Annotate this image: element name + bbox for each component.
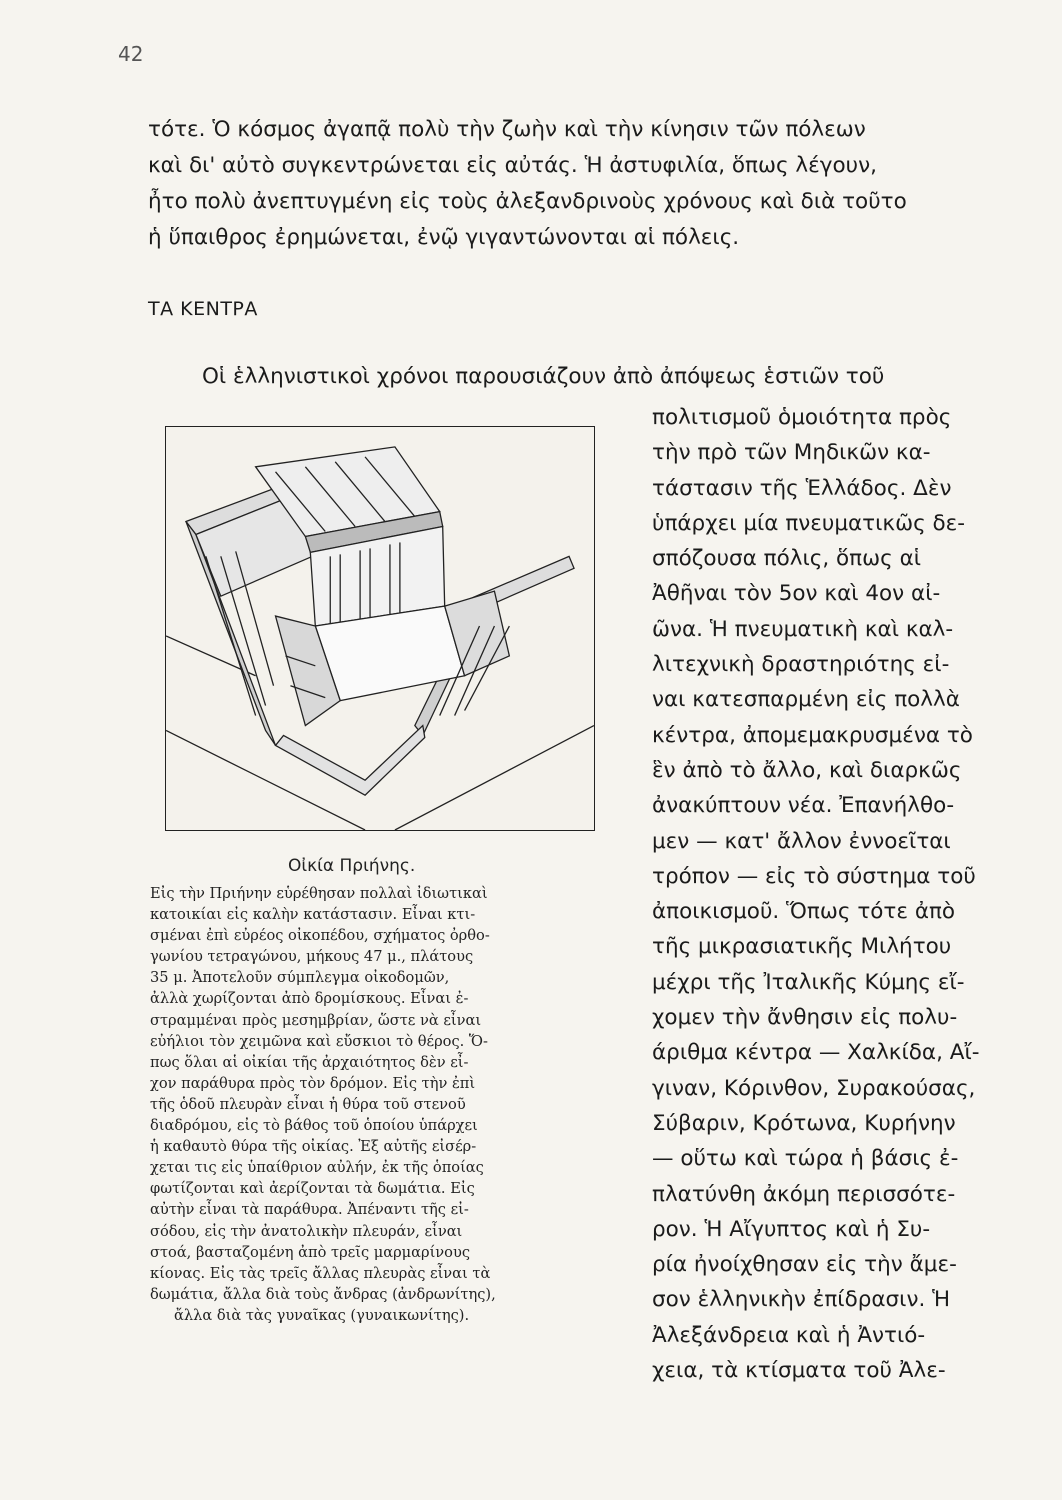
caption-line: Εἰς τὴν Πριήνην εὑρέθησαν πολλαὶ ἰδιωτικαὶ [150,885,488,902]
priene-house-drawing [166,427,594,830]
body-line: τὴν πρὸ τῶν Μηδικῶν κα- [652,440,931,466]
body-line: ὑπάρχει μία πνευματικῶς δε- [652,510,966,536]
caption-line: τῆς ὁδοῦ πλευρὰν εἶναι ἡ θύρα τοῦ στενοῦ [150,1095,466,1113]
right-column-text [652,400,1024,1388]
caption-line: στοά, βασταζομένη ἀπὸ τρεῖς μαρμαρίνους [150,1243,471,1261]
body-line: τάστασιν τῆς Ἑλλάδος. Δὲν [652,475,952,501]
caption-line: ἀλλὰ χωρίζονται ἀπὸ δρομίσκους. Εἶναι ἐ- [150,990,469,1008]
body-line: τρόπον — εἰς τὸ σύστημα τοῦ [652,863,976,889]
page-number: 42 [118,42,144,66]
caption-line: αὐτὴν εἶναι τὰ παράθυρα. Ἀπέναντι τῆς εἰ- [150,1201,469,1219]
caption-line: ἄλλα διὰ τὰς γυναῖκας (γυναικωνίτης). [174,1306,470,1324]
body-line: — οὕτω καὶ τώρα ἡ βάσις ἐ- [652,1146,959,1172]
intro-line: ἡ ὕπαιθρος ἐρημώνεται, ἐνῷ γιγαντώνονται αἱ πόλεις. [148,225,740,250]
caption-line: χεται τις εἰς ὑπαίθριον αὐλήν, ἐκ τῆς ὁποίας [150,1159,484,1177]
body-line: άριθμα κέντρα — Χαλκίδα, Αἴ- [652,1040,980,1066]
figure-caption-body [150,883,620,1326]
caption-line: ἡ καθαυτὸ θύρα τῆς οἰκίας. Ἐξ αὐτῆς εἰσέρ- [150,1138,477,1156]
caption-line: κατοικίαι εἰς καλὴν κατάστασιν. Εἶναι κτι- [150,906,476,924]
caption-line: φωτίζονται καὶ ἀερίζονται τὰ δωμάτια. Εἰς [150,1180,475,1198]
body-line: Σύβαριν, Κρότωνα, Κυρήνην [652,1110,956,1136]
body-line: πολιτισμοῦ ὁμοιότητα πρὸς [652,405,952,430]
body-line: ἀποικισμοῦ. Ὅπως τότε ἀπὸ [652,899,956,925]
body-line: ναι κατεσπαρμένη εἰς πολλὰ [652,687,960,713]
figure-caption-title: Οἰκία Πριήνης. [288,856,416,876]
body-line: ῶνα. Ἡ πνευματικὴ καὶ καλ- [652,616,954,642]
body-line: χομεν τὴν ἄνθησιν εἰς πολυ- [652,1005,958,1031]
caption-line: δωμάτια, ἄλλα διὰ τοὺς ἄνδρας (ἀνδρωνίτης), [150,1285,496,1303]
section-heading: ΤΑ ΚΕΝΤΡΑ [148,298,258,320]
caption-line: πως ὅλαι αἱ οἰκίαι τῆς ἀρχαιότητος δὲν εἶ- [150,1053,469,1071]
body-line: λιτεχνικὴ δραστηριότης εἰ- [652,652,950,678]
body-line: ρον. Ἡ Αἴγυπτος καὶ ἡ Συ- [652,1216,931,1242]
body-line: τῆς μικρασιατικῆς Μιλήτου [652,934,952,960]
house-illustration [165,426,595,831]
body-line: κέντρα, ἀπομεμακρυσμένα τὸ [652,722,973,748]
body-line: πλατύνθη ἀκόμη περισσότε- [652,1181,956,1207]
body-line: ἓν ἀπὸ τὸ ἄλλο, καὶ διαρκῶς [652,757,962,783]
caption-line: εὐήλιοι τὸν χειμῶνα καὶ εὔσκιοι τὸ θέρος. Ὅ- [150,1032,488,1050]
intro-line: τότε. Ὁ κόσμος ἀγαπᾷ πολὺ τὴν ζωὴν καὶ τὴν κίνησιν τῶν πόλεων [148,117,866,142]
caption-line: σμέναι ἐπὶ εὐρέος οἰκοπέδου, σχήματος ὀρθο- [150,927,490,945]
caption-line: χον παράθυρα πρὸς τὸν δρόμον. Εἰς τὴν ἐπὶ [150,1074,476,1092]
paragraph-lead-line: Οἱ ἑλληνιστικοὶ χρόνοι παρουσιάζουν ἀπὸ ἀπόψεως ἑστιῶν τοῦ [202,364,885,389]
caption-line: κίονας. Εἰς τὰς τρεῖς ἄλλας πλευρὰς εἶναι τὰ [150,1264,491,1282]
body-line: ἀνακύπτουν νέα. Ἐπανήλθο- [652,793,955,819]
caption-line: σόδου, εἰς τὴν ἀνατολικὴν πλευράν, εἶναι [150,1222,463,1240]
intro-line: ἦτο πολὺ ἀνεπτυγμένη εἰς τοὺς ἀλεξανδρινοὺς χρόνους καὶ διὰ τοῦτο [148,189,907,214]
body-line: μέχρι τῆς Ἰταλικῆς Κύμης εἴ- [652,969,965,995]
body-line: σον ἑλληνικὴν ἐπίδρασιν. Ἡ [652,1287,951,1313]
body-line: Ἀθῆναι τὸν 5ον καὶ 4ον αἰ- [652,581,941,607]
body-line: μεν — κατ' ἄλλον ἐννοεῖται [652,828,951,854]
body-line: χεια, τὰ κτίσματα τοῦ Ἀλε- [652,1358,946,1384]
body-line: σπόζουσα πόλις, ὅπως αἱ [652,546,922,572]
caption-line: 35 μ. Ἀποτελοῦν σύμπλεγμα οἰκοδομῶν, [150,969,450,987]
intro-paragraph [148,112,1020,256]
body-line: γιναν, Κόρινθον, Συρακούσας, [652,1075,976,1101]
body-line: ρία ἠνοίχθησαν εἰς τὴν ἄμε- [652,1252,957,1278]
caption-line: διαδρόμου, εἰς τὸ βάθος τοῦ ὁποίου ὑπάρχει [150,1117,478,1135]
caption-line: στραμμέναι πρὸς μεσημβρίαν, ὥστε νὰ εἶναι [150,1011,482,1029]
intro-line: καὶ δι' αὐτὸ συγκεντρώνεται εἰς αὐτάς. Ἡ ἀστυφιλία, ὅπως λέγουν, [148,153,877,178]
body-line: Ἀλεξάνδρεια καὶ ἡ Ἀντιό- [652,1322,926,1348]
caption-line: γωνίου τετραγώνου, μήκους 47 μ., πλάτους [150,948,474,966]
